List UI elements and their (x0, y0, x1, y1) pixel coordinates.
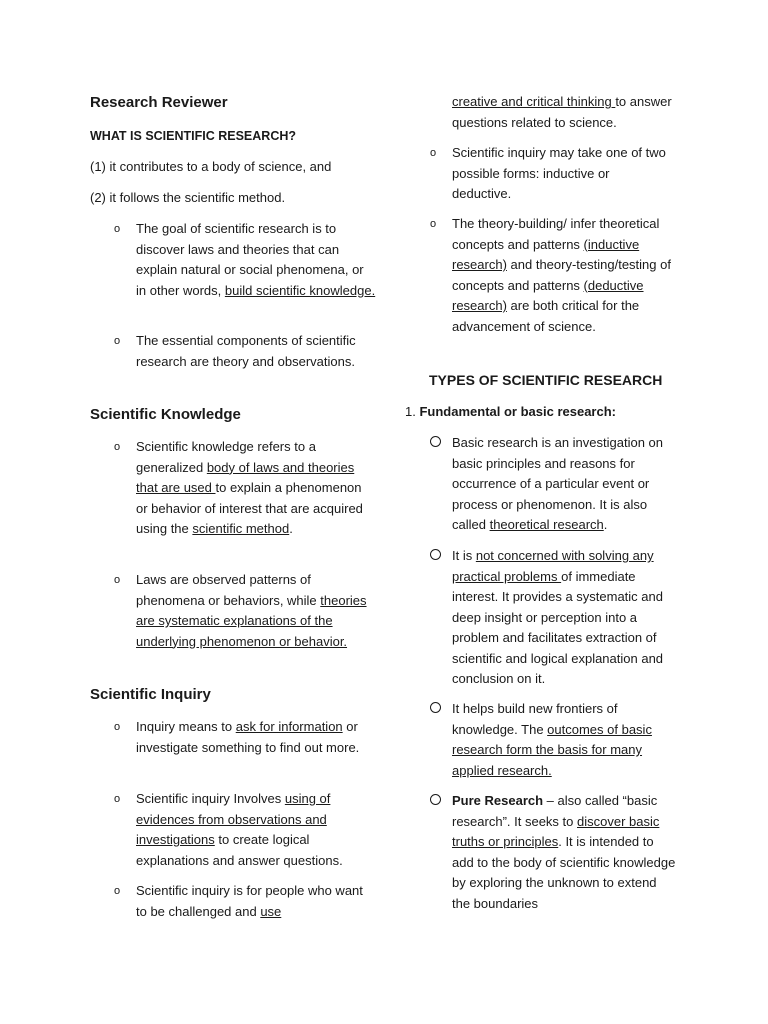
bullet-pure-research: Pure Research – also called “basic research”. It seeks to discover basic truths or principles. It is intended to add to the body of scientific knowledge by exploring the unknown to extend the boundaries (452, 791, 677, 914)
research-point-1: (1) it contributes to a body of science, and (90, 159, 332, 174)
bullet-basic-research: Basic research is an investigation on basic principles and reasons for occurrence of a particular event or process or phenomenon. It is also called theoretical research. (452, 433, 682, 536)
types-heading: TYPES OF SCIENTIFIC RESEARCH (429, 372, 663, 388)
bullet-icon: o (114, 223, 121, 235)
bullet-icon: o (430, 218, 437, 230)
document-title: Research Reviewer (90, 94, 228, 111)
bullet-icon: o (114, 793, 121, 805)
circle-bullet-icon (430, 436, 441, 447)
bullet-icon: o (114, 574, 121, 586)
bullet-icon: o (114, 441, 121, 453)
circle-bullet-icon (430, 702, 441, 713)
bullet-new-frontiers: It helps build new frontiers of knowledge. The outcomes of basic research form the basis for many applied research. (452, 699, 677, 781)
scientific-knowledge-heading: Scientific Knowledge (90, 406, 241, 423)
bullet-goal: o The goal of scientific research is to discover laws and theories that can explain natural or social phenomena, or in other words, build scientific knowledge. (114, 221, 376, 298)
bullet-theory-building: o The theory-building/ infer theoretical concepts and patterns (inductive research) and theory-testing/testing of concepts and patterns (deductive research) are both critical for the advancement of science. (430, 216, 671, 334)
fundamental-research-heading: 1. Fundamental or basic research: (405, 404, 616, 419)
bullet-not-concerned: It is not concerned with solving any practical problems of immediate interest. It provides a systematic and deep insight or perception into a problem and facilitates extraction of scientific and logical explanation and conclusion on it. (452, 546, 682, 690)
bullet-components: o The essential components of scientific research are theory and observations. (114, 333, 356, 369)
bullet-icon: o (114, 335, 121, 347)
scientific-inquiry-heading: Scientific Inquiry (90, 686, 211, 703)
bullet-inquiry-people: o Scientific inquiry is for people who want to be challenged and use (114, 883, 363, 919)
bullet-inquiry-involves: o Scientific inquiry Involves using of evidences from observations and investigations to create logical explanations and answer questions. (114, 791, 343, 868)
research-point-2: (2) it follows the scientific method. (90, 190, 286, 205)
bullet-icon: o (114, 885, 121, 897)
bullet-continuation: creative and critical thinking to answer questions related to science. (452, 94, 672, 130)
what-is-research-heading: WHAT IS SCIENTIFIC RESEARCH? (90, 129, 297, 143)
bullet-icon: o (114, 721, 121, 733)
circle-bullet-icon (430, 794, 441, 805)
bullet-inquiry-meaning: o Inquiry means to ask for information or investigate something to find out more. (114, 719, 360, 755)
bullet-inquiry-forms: o Scientific inquiry may take one of two possible forms: inductive or deductive. (430, 145, 666, 201)
bullet-knowledge-definition: o Scientific knowledge refers to a generalized body of laws and theories that are used to explain a phenomenon or behavior of interest that are acquired using the scientific method. (114, 439, 363, 536)
bullet-laws-theories: o Laws are observed patterns of phenomena or behaviors, while theories are systematic explanations of the underlying phenomenon or behavior. (114, 572, 367, 649)
bullet-icon: o (430, 147, 437, 159)
circle-bullet-icon (430, 549, 441, 560)
